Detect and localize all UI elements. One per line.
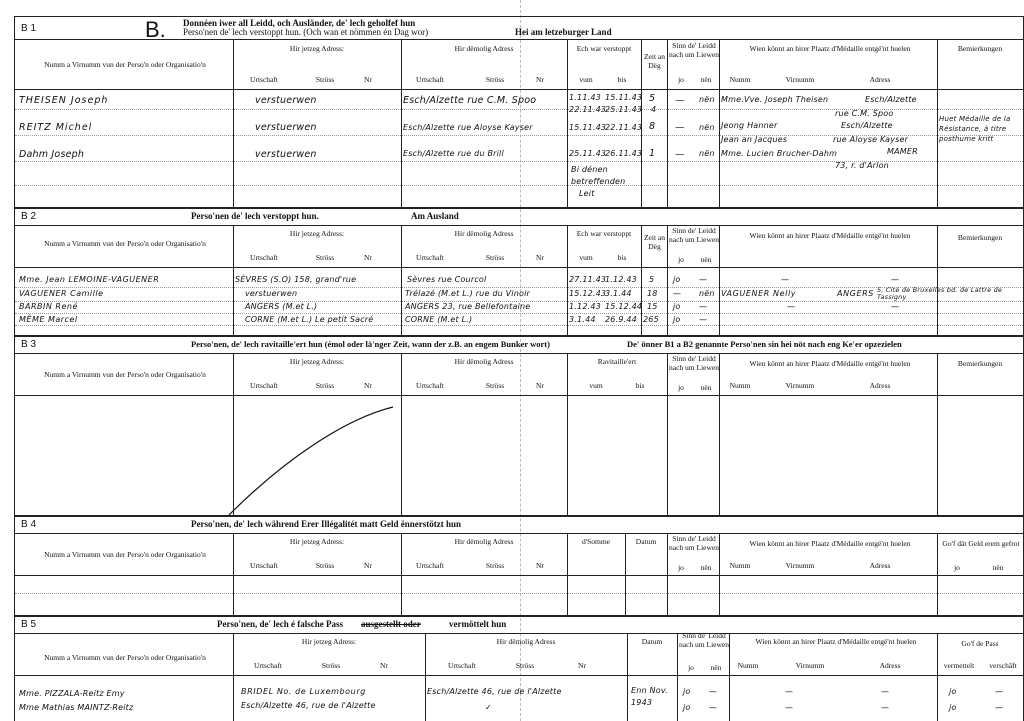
b3-header-no: nën — [700, 383, 712, 392]
b1-row1-yes: — — [675, 95, 685, 106]
b3-header-street-then: Ströss — [485, 381, 505, 390]
b1-row2-no: nën — [699, 123, 715, 132]
b2-row2-medal-first: ANGERS — [837, 289, 874, 298]
b4-header-mr-no: nën — [992, 563, 1004, 572]
b3-header-surname: Numm — [729, 381, 751, 390]
b1-header-addr-now: Hir jetzeg Adress: — [289, 44, 345, 53]
b2-header-nr: Nr — [364, 253, 372, 262]
b4-header-street: Ströss — [315, 561, 335, 570]
b4-header-no: nën — [700, 563, 712, 572]
b2-row2-from: 15.12.43 — [569, 289, 607, 298]
b1-row2-medal: Jeong Hanner — [721, 121, 778, 130]
b3-header-nr-then: Nr — [536, 381, 544, 390]
b1-row2-now: verstuerwen — [255, 122, 317, 133]
b1-row2-medal-addr: Esch/Alzette — [841, 121, 893, 130]
b3-header-name: Numm a Virnumm vun der Perso'n oder Organisatio'n — [44, 370, 206, 379]
b2-row2-now: verstuerwen — [245, 289, 298, 298]
section-b1-code: B 1 — [21, 23, 37, 34]
b1-row2-remark2: Résistance, à titre — [939, 125, 1007, 133]
b1-header-town-then: Urtschaft — [416, 75, 444, 84]
b5-row1-now: BRIDEL No. de Luxembourg — [241, 687, 366, 696]
b1-row2-to: 22.11.43 — [605, 123, 643, 132]
b1-header-medal: Wien könnt an hirer Plaatz d'Médaille entgë'nt huelen — [749, 44, 911, 53]
b4-header-sense: Sinn de' Leidd nach um Liewen — [669, 534, 719, 552]
b1-header-surname: Numm — [729, 75, 751, 84]
b2-row2-days: 18 — [647, 289, 658, 298]
b2-header-yes: jo — [678, 255, 684, 264]
b1-row1-from: 1.11.43 — [569, 93, 601, 102]
b3-header-town-then: Urtschaft — [416, 381, 444, 390]
b1-header-from: vum — [579, 75, 593, 84]
section-b4-code: B 4 — [21, 519, 37, 530]
b2-row1-medal: — — [781, 275, 790, 284]
b2-row1-no: — — [699, 275, 708, 284]
b2-row4-from: 3.1.44 — [569, 315, 596, 324]
b2-header-to: bis — [617, 253, 627, 262]
b2-row3-medal: — — [787, 302, 796, 311]
b3-header-street: Ströss — [315, 381, 335, 390]
b4-header-addr-now: Hir jetzeg Adress: — [289, 537, 345, 546]
b2-header-sense: Sinn de' Leidd nach um Liewen — [669, 226, 719, 244]
b5-header-handed: vermettelt — [943, 661, 975, 670]
section-b2-title: Perso'nen de' lech verstoppt hun. — [191, 211, 319, 221]
b1-row1-days: 5 — [649, 93, 656, 104]
b4-header-address: Adress — [869, 561, 891, 570]
b2-row1-yes: jo — [673, 275, 681, 284]
b1-row1-medal: Mme.Vve. Joseph Theisen — [721, 95, 829, 104]
b1-row1-then: Esch/Alzette rue C.M. Spoo — [403, 95, 537, 106]
b1-row1-to2: 25.11.43 — [605, 105, 643, 114]
b2-row1-to: 1.12.43 — [605, 275, 637, 284]
b1-row3-from: 25.11.43 — [569, 149, 607, 158]
b4-header-date: Datum — [635, 537, 657, 546]
b3-header-remarks: Bemierkungen — [957, 359, 1003, 368]
b1-row1-to: 15.11.43 — [605, 93, 643, 102]
b1-header-addr-then: Hir dëmolig Adress — [454, 44, 514, 53]
b2-row4-days: 265 — [643, 315, 659, 324]
b1-row2-from: 15.11.43 — [569, 123, 607, 132]
b2-header-street-then: Ströss — [485, 253, 505, 262]
b3-header-nr: Nr — [364, 381, 372, 390]
b1-header-remarks: Bemierkungen — [957, 44, 1003, 53]
b1-header-no: nën — [700, 75, 712, 84]
b2-row2-yes: — — [673, 289, 682, 298]
section-b3-title-row — [15, 337, 1023, 354]
b3-header-addr-now: Hir jetzeg Adress: — [289, 357, 345, 366]
b3-strike-line — [225, 399, 415, 517]
b2-row1-from: 27.11.43 — [569, 275, 607, 284]
b2-row1-name: Mme. Jean LEMOINE-VAGUENER — [19, 275, 160, 284]
b2-row2-medal-addr: 5, Cité de Bruxelles bd. de Lattre de Tassigny — [877, 286, 1003, 301]
b3-header-firstname: Virnumm — [785, 381, 815, 390]
b5-row1-medal: — — [785, 687, 794, 696]
b3-header-to: bis — [635, 381, 645, 390]
b2-row4-yes: jo — [673, 315, 681, 324]
b4-header-money-returned: Go'f dât Geld erem gefrot — [942, 539, 1020, 548]
b1-row2-then: Esch/Alzette rue Aloyse Kayser — [403, 123, 533, 132]
b5-row2-now: Esch/Alzette 46, rue de l'Alzette — [241, 701, 376, 710]
b2-header-addr-now: Hir jetzeg Adress: — [289, 229, 345, 238]
b5-header-sold: verschâft — [989, 661, 1017, 670]
b1-row3-medal: Mme. Lucien Brucher-Dahm — [721, 149, 838, 158]
b1-note3: Leit — [579, 189, 595, 198]
b2-row1-days: 5 — [649, 275, 655, 284]
b2-row3-then: ANGERS 23, rue Bellefontaine — [405, 302, 531, 311]
b1-header-street-then: Ströss — [485, 75, 505, 84]
b2-header-no: nën — [700, 255, 712, 264]
b5-row2-sold: — — [995, 703, 1004, 712]
b3-header-yes: jo — [678, 383, 684, 392]
b4-header-nr-then: Nr — [536, 561, 544, 570]
b5-row2-no: — — [709, 703, 718, 712]
b2-row2-then: Trélazé (M.et L.) rue du Vinoir — [405, 289, 530, 298]
section-b3-title: Perso'nen, de' lech ravitaille'ert hun (émol oder lä'nger Zeit, wann der z.B. an engem Bunker wort) — [191, 339, 550, 349]
b1-header-hidden: Ech war verstoppt — [576, 44, 632, 53]
b2-row4-name: MÊME Marcel — [19, 315, 78, 324]
b5-header-address: Adress — [879, 661, 901, 670]
b2-row1-then: Sèvres rue Courcol — [407, 275, 487, 284]
section-b2-location: Am Ausland — [411, 211, 459, 221]
b1-row3-yes: — — [675, 149, 685, 160]
b1-row2-days: 8 — [649, 121, 656, 132]
b4-header-name: Numm a Virnumm vun der Perso'n oder Organisatio'n — [44, 550, 206, 559]
section-b2 — [14, 208, 1024, 336]
b4-header-town: Urtschaft — [250, 561, 278, 570]
b4-header-firstname: Virnumm — [785, 561, 815, 570]
b3-header-address: Adress — [869, 381, 891, 390]
b5-header-street-then: Ströss — [515, 661, 535, 670]
b3-header-from: vum — [589, 381, 603, 390]
section-b5-title-end: vermöttelt hun — [449, 619, 507, 629]
b1-row3-medal-addr2: 73, r. d'Arlon — [835, 161, 889, 170]
b1-row2-medal-addr2: rue Aloyse Kayser — [833, 135, 909, 144]
b5-header-town-then: Urtschaft — [448, 661, 476, 670]
section-b5-title-row — [15, 617, 1023, 634]
b2-header-time: Zeit an Dëg — [643, 233, 666, 251]
b2-header-hidden: Ech war verstoppt — [576, 229, 632, 238]
b5-header-addr-then: Hir dëmolig Adress — [496, 637, 556, 646]
b5-header-date: Datum — [641, 637, 663, 646]
section-b5-title: Perso'nen, de' lech é falsche Pass — [217, 619, 343, 629]
b3-header-supplied: Ravitaille'ert — [597, 357, 637, 366]
b4-header-yes: jo — [678, 563, 684, 572]
b1-header-nr: Nr — [364, 75, 372, 84]
b4-header-town-then: Urtschaft — [416, 561, 444, 570]
b5-header-addr-now: Hir jetzeg Adress: — [301, 637, 357, 646]
section-b3-code: B 3 — [21, 339, 37, 350]
b3-header-medal: Wien könnt an hirer Plaatz d'Médaille entgë'nt huelen — [749, 359, 911, 368]
b1-row3-name: Dahm Joseph — [19, 149, 85, 160]
b1-row1-medal-addr: Esch/Alzette — [865, 95, 917, 104]
b4-header-mr-yes: jo — [954, 563, 960, 572]
b2-header-from: vum — [579, 253, 593, 262]
b2-row3-name: BARBIN René — [19, 302, 78, 311]
b1-row1-name: THEISEN Joseph — [19, 95, 109, 106]
section-b1-letter: B. — [145, 17, 166, 42]
b5-header-nr: Nr — [380, 661, 388, 670]
b5-row1-then: Esch/Alzette 46, rue de l'Alzette — [427, 687, 562, 696]
section-b5-code: B 5 — [21, 619, 37, 630]
b2-header-medal: Wien könnt an hirer Plaatz d'Médaille entgë'nt huelen — [749, 231, 911, 240]
b1-row2-remark3: posthume kritt — [939, 135, 994, 143]
b2-row2-name: VAGUENER Camille — [19, 289, 104, 298]
b2-header-town: Urtschaft — [250, 253, 278, 262]
section-b1-location: Hei am letzeburger Land — [515, 27, 612, 37]
b3-header-sense: Sinn de' Leidd nach um Liewen — [669, 354, 719, 372]
section-b5-title-struck: ausgestellt oder — [361, 619, 421, 629]
b1-note1: Bi dénen — [571, 165, 608, 174]
b4-header-surname: Numm — [729, 561, 751, 570]
section-b1-subtitle: Perso'nen de' lech verstoppt hun. (Och wan et nömmen én Dag wor) — [183, 27, 429, 37]
b2-row3-to: 15.12.44 — [605, 302, 643, 311]
b2-row3-no: — — [699, 302, 708, 311]
b2-header-town-then: Urtschaft — [416, 253, 444, 262]
b5-row1-name: Mme. PIZZALA-Reitz Emy — [19, 689, 125, 698]
b1-row2-remark: Huet Médaille de la — [939, 115, 1011, 123]
b1-row2-yes: — — [675, 122, 685, 133]
b2-row3-yes: jo — [673, 302, 681, 311]
b1-row3-now: verstuerwen — [255, 149, 317, 160]
section-b3 — [14, 336, 1024, 516]
b1-row1-no: nën — [699, 95, 715, 104]
section-b4-title-row — [15, 517, 1023, 534]
b2-row1-medal-addr: — — [891, 275, 900, 284]
b5-header-name: Numm a Virnumm vun der Perso'n oder Organisatio'n — [44, 653, 206, 662]
b1-header-nr-then: Nr — [536, 75, 544, 84]
b1-header-name: Numm a Virnumm vun der Perso'n oder Organisatio'n — [44, 60, 206, 69]
b1-row1-days2: 4 — [651, 105, 657, 114]
b1-row3-no: nën — [699, 149, 715, 158]
b1-header-time: Zeit an Dëg — [643, 52, 666, 70]
b5-row1-date: Enn Nov. 1943 — [631, 686, 668, 707]
b4-header-nr: Nr — [364, 561, 372, 570]
b1-header-street: Ströss — [315, 75, 335, 84]
b1-row1-from2: 22.11.43 — [569, 105, 607, 114]
b2-row2-to: 3.1.44 — [605, 289, 632, 298]
b5-row1-handed: jo — [949, 687, 957, 696]
section-b2-code: B 2 — [21, 211, 37, 222]
b5-row2-yes: jo — [683, 703, 691, 712]
b1-row3-days: 1 — [649, 148, 656, 159]
b1-row1-medal-addr2: rue C.M. Spoo — [835, 109, 894, 118]
b1-row3-to: 26.11.43 — [605, 149, 643, 158]
b5-row1-no: — — [709, 687, 718, 696]
b2-row2-no: nën — [699, 289, 715, 298]
b5-row2-then: ✓ — [485, 703, 492, 712]
b5-header-medal: Wien könnt an hirer Plaatz d'Médaille entgë'nt huelen — [755, 637, 917, 646]
b2-header-street: Ströss — [315, 253, 335, 262]
b1-header-address: Adress — [869, 75, 891, 84]
b1-note2: betreffenden — [571, 177, 626, 186]
b5-header-nr-then: Nr — [578, 661, 586, 670]
section-b2-title-row — [15, 209, 1023, 226]
b1-header-yes: jo — [678, 75, 684, 84]
b1-row3-medal-addr: MAMER — [887, 147, 918, 156]
b5-row1-yes: jo — [683, 687, 691, 696]
b5-row2-medal: — — [785, 703, 794, 712]
section-b1 — [14, 16, 1024, 208]
b1-header-bottom — [15, 89, 1023, 90]
b2-row4-no: — — [699, 315, 708, 324]
b5-header-town: Urtschaft — [254, 661, 282, 670]
section-b1-title: Donnéen iwer all Leidd, och Ausländer, de' lech geholfef hun — [183, 18, 416, 28]
b2-row2-medal: VAGUENER Nelly — [721, 289, 797, 298]
section-b4 — [14, 516, 1024, 616]
b5-header-yes: jo — [688, 663, 694, 672]
b5-header-firstname: Virnumm — [795, 661, 825, 670]
b2-row3-days: 15 — [647, 302, 658, 311]
b3-header-addr-then: Hir dëmolig Adress — [454, 357, 514, 366]
b2-row3-medal-addr: — — [891, 302, 900, 311]
section-b3-note: De' önner B1 a B2 genannte Perso'nen sin hei nöt nach eng Ke'er opzezielen — [627, 339, 902, 349]
b5-header-no: nën — [710, 663, 722, 672]
b4-header-addr-then: Hir dëmolig Adress — [454, 537, 514, 546]
b1-row1-now: verstuerwen — [255, 95, 317, 106]
b5-header-sense: Sinn de' Leidd nach um Liewen — [679, 631, 729, 649]
b4-header-medal: Wien könnt an hirer Plaatz d'Médaille entgë'nt huelen — [749, 539, 911, 548]
b4-header-street-then: Ströss — [485, 561, 505, 570]
b2-row3-from: 1.12.43 — [569, 302, 601, 311]
b1-row2-name: REITZ Michel — [19, 122, 93, 133]
b3-header-town: Urtschaft — [250, 381, 278, 390]
b5-row2-medal-addr: — — [881, 703, 890, 712]
b1-header-town: Urtschaft — [250, 75, 278, 84]
b2-header-name: Numm a Virnumm vun der Perso'n oder Organisatio'n — [44, 239, 206, 248]
b5-row1-medal-addr: — — [881, 687, 890, 696]
section-b5 — [14, 616, 1024, 721]
b5-header-street: Ströss — [321, 661, 341, 670]
b5-header-pass-given: Go'f de Pass — [961, 639, 999, 648]
section-b4-title: Perso'nen, de' lech während Erer Illégalitét matt Geld ënnerstötzt hun — [191, 519, 461, 529]
section-b1-title-row — [15, 17, 1023, 40]
b5-row1-sold: — — [995, 687, 1004, 696]
b1-header-firstname: Virnumm — [785, 75, 815, 84]
b2-header-nr-then: Nr — [536, 253, 544, 262]
b2-header-addr-then: Hir dëmolig Adress — [454, 229, 514, 238]
b2-header-remarks: Bemierkungen — [957, 233, 1003, 242]
b2-row3-now: ANGERS (M.et L.) — [245, 302, 318, 311]
b2-row4-to: 26.9.44 — [605, 315, 637, 324]
b2-row4-now: CORNE (M.et L.) Le petit Sacré — [245, 315, 374, 324]
b2-row1-now: SÈVRES (S.O) 158, grand'rue — [235, 275, 357, 284]
b1-row3-then: Esch/Alzette rue du Brill — [403, 149, 504, 158]
b5-header-surname: Numm — [737, 661, 759, 670]
b1-header-to: bis — [617, 75, 627, 84]
b5-row2-handed: jo — [949, 703, 957, 712]
b1-header-sense: Sinn de' Leidd nach um Liewen — [669, 41, 719, 59]
b5-row2-name: Mme Mathias MAINTZ-Reitz — [19, 703, 134, 712]
b4-header-amount: d'Somme — [581, 537, 611, 546]
b2-row4-then: CORNE (M.et L.) — [405, 315, 473, 324]
b1-row2-medal2: Jean an Jacques — [721, 135, 788, 144]
